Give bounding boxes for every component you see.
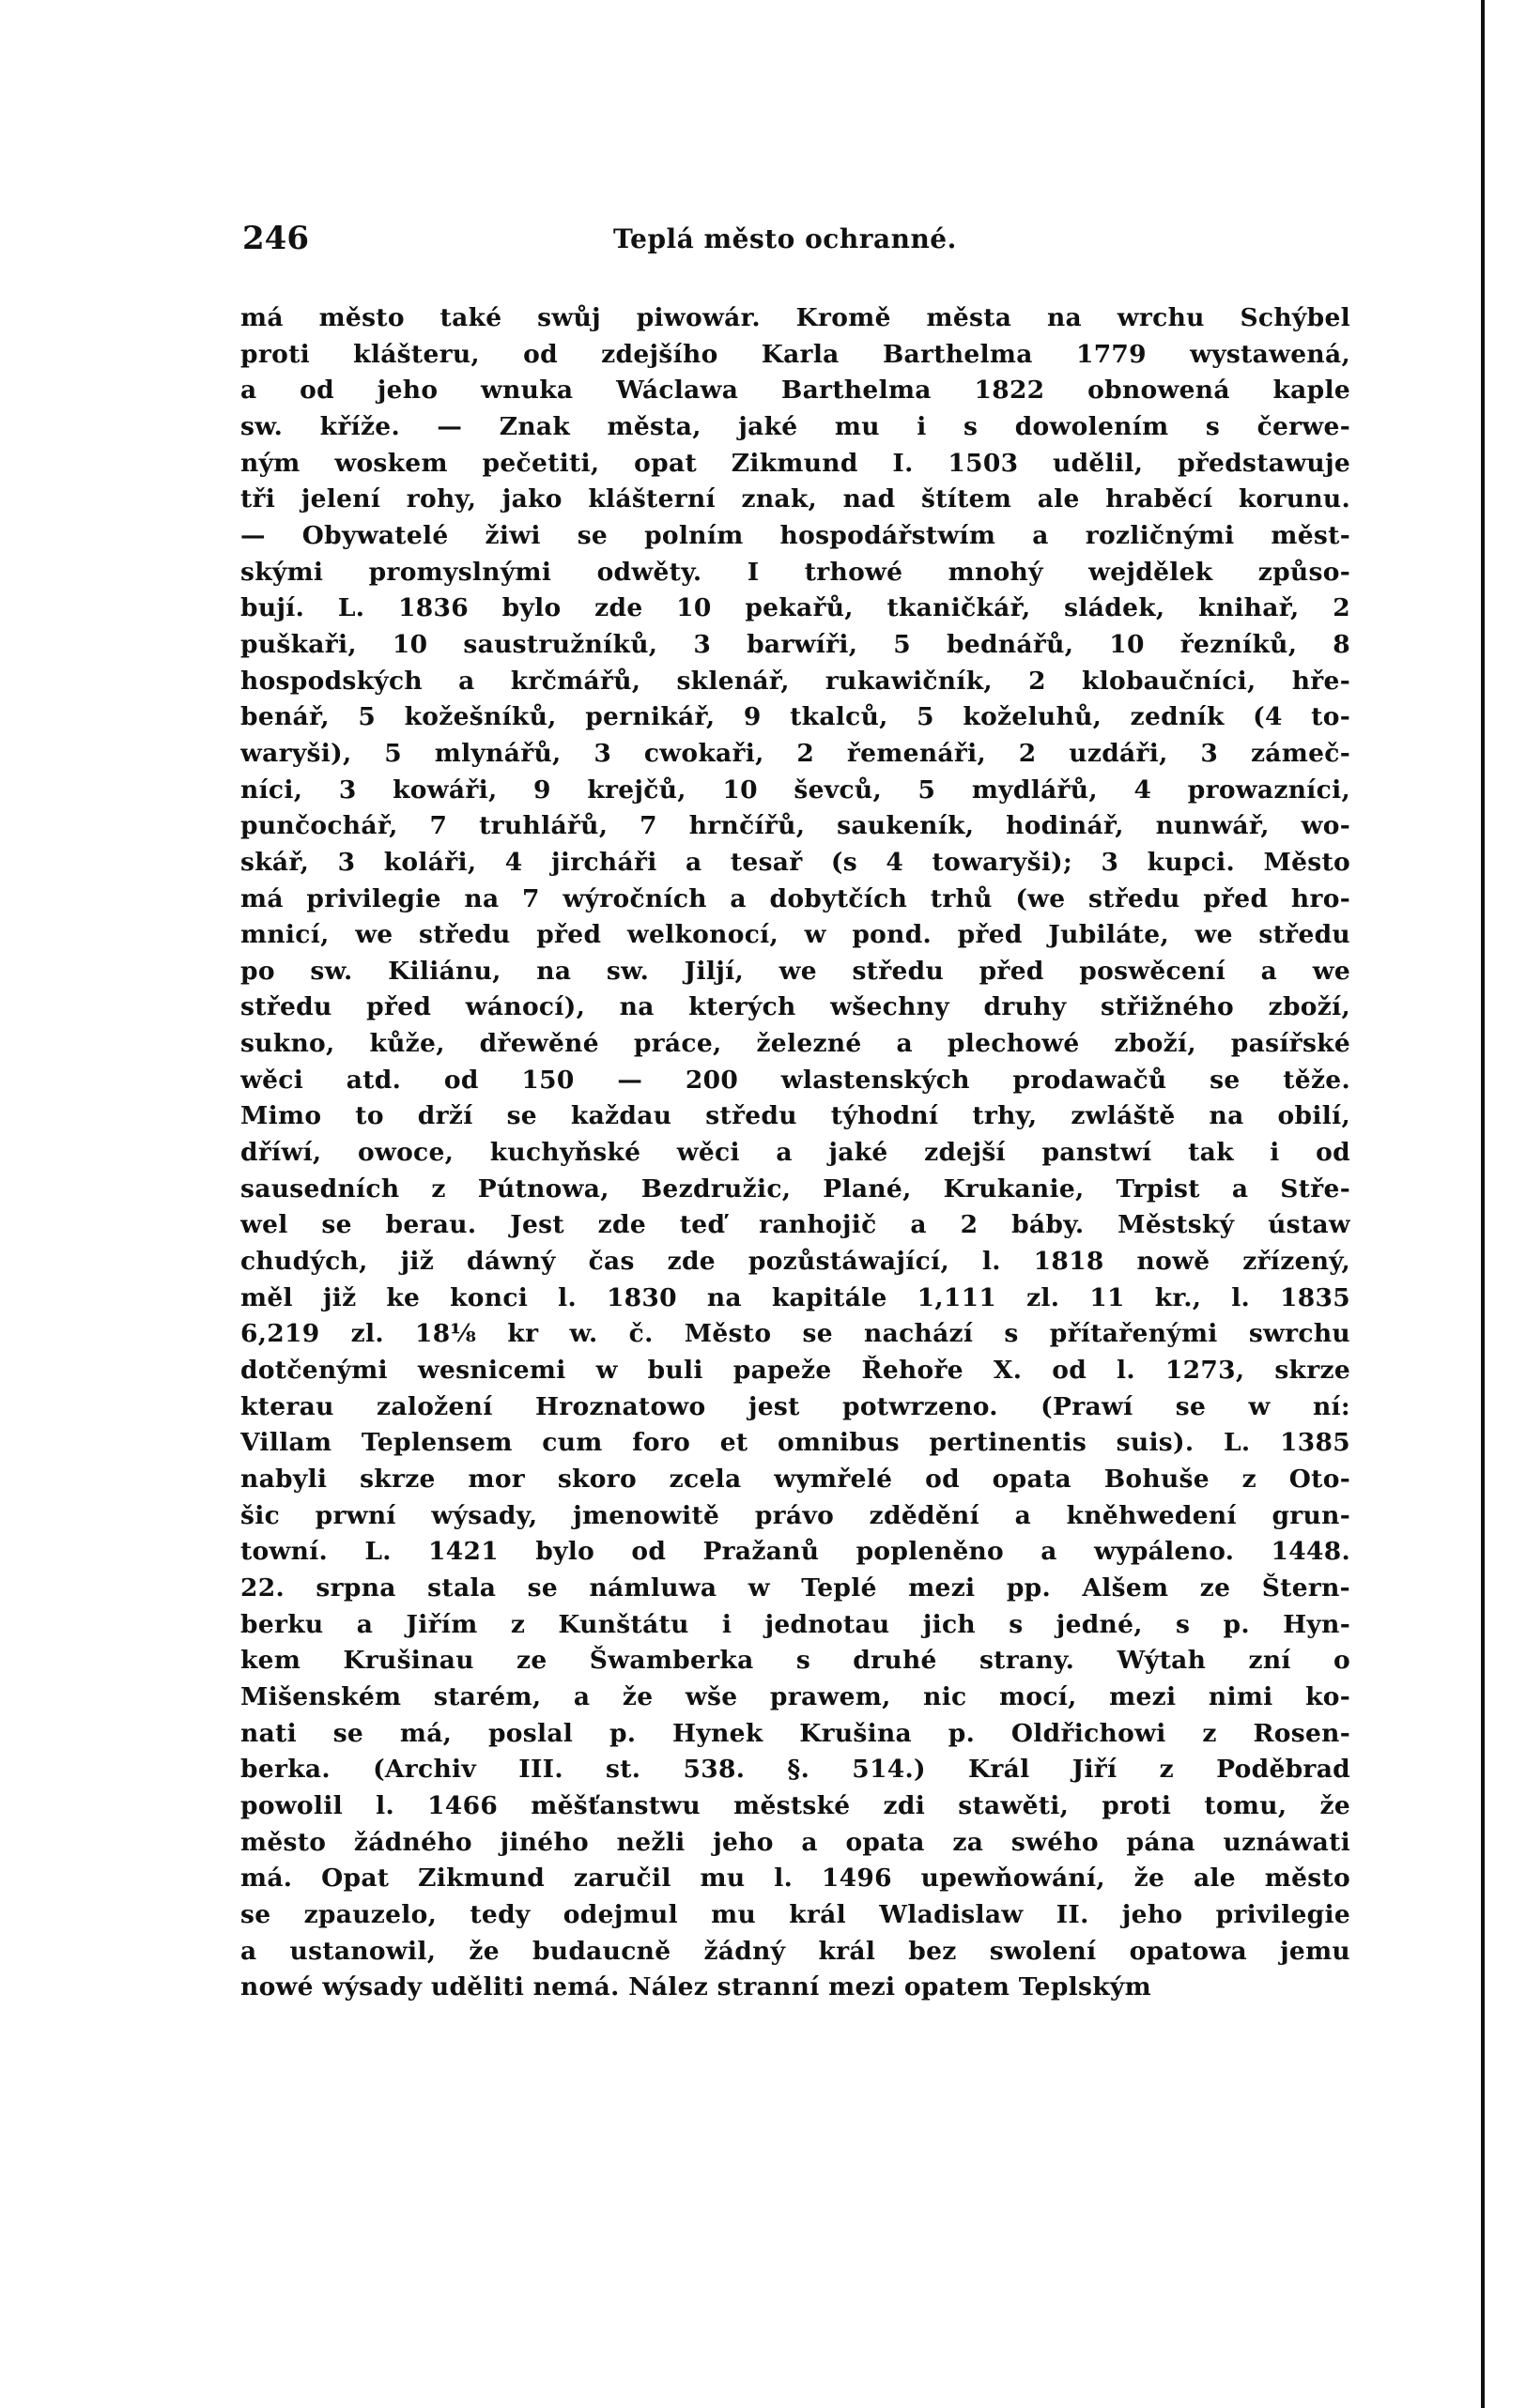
text-line: nabyli skrze mor skoro zcela wymřelé od opata Bohuše z Oto- <box>240 1465 1350 1494</box>
text-line: puškaři, 10 saustružníků, 3 barwíři, 5 bednářů, 10 řezníků, 8 <box>240 629 1350 659</box>
text-line: Villam Teplensem cum foro et omnibus pertinentis suis). L. 1385 <box>240 1428 1350 1458</box>
text-line: — Obywatelé žiwi se polním hospodářstwím a rozličnými měst- <box>240 520 1350 550</box>
running-head: Teplá město ochranné. <box>613 223 957 254</box>
text-line: wěci atd. od 150 — 200 wlastenských prodawačů se těže. <box>240 1065 1350 1095</box>
text-line: město žádného jiného nežli jeho a opata za swého pána uznáwati <box>240 1827 1350 1857</box>
text-line: 22. srpna stala se námluwa w Teplé mezi pp. Alšem ze Štern- <box>240 1572 1350 1603</box>
text-line: benář, 5 kožešníků, pernikář, 9 tkalců, 5 koželuhů, zedník (4 to- <box>240 702 1350 732</box>
text-line: skář, 3 koláři, 4 jircháři a tesař (s 4 towaryši); 3 kupci. Město <box>240 847 1350 877</box>
body-text <box>240 300 1350 2006</box>
text-line: se zpauzelo, tedy odejmul mu král Wladislaw II. jeho privilegie <box>240 1899 1350 1929</box>
text-line: hospodských a krčmářů, sklenář, rukawičník, 2 klobaučníci, hře- <box>240 666 1350 696</box>
text-line: proti klášteru, od zdejšího Karla Barthelma 1779 wystawená, <box>240 339 1350 369</box>
text-line: sausedních z Pútnowa, Bezdružic, Plané, Krukanie, Trpist a Stře- <box>240 1173 1350 1204</box>
text-line: a od jeho wnuka Wáclawa Barthelma 1822 obnowená kaple <box>240 376 1350 406</box>
text-line: bují. L. 1836 bylo zde 10 pekařů, tkaničkář, sládek, knihař, 2 <box>240 593 1350 623</box>
text-line: má. Opat Zikmund zaručil mu l. 1496 upewňowání, že ale město <box>240 1864 1350 1894</box>
text-line: chudých, již dáwný čas zde pozůstáwající, l. 1818 nowě zřízený, <box>240 1247 1350 1277</box>
text-line: berku a Jiřím z Kunštátu i jednotau jich s jedné, s p. Hyn- <box>240 1609 1350 1639</box>
text-line: nati se má, poslal p. Hynek Krušina p. Oldřichowi z Rosen- <box>240 1718 1350 1748</box>
text-line: wel se berau. Jest zde teď ranhojič a 2 báby. Městský ústaw <box>240 1210 1350 1240</box>
text-line: po sw. Kiliánu, na sw. Jiljí, we středu před poswěcení a we <box>240 956 1350 986</box>
text-line: waryši), 5 mlynářů, 3 cwokaři, 2 řemenáři, 2 uzdáři, 3 zámeč- <box>240 738 1350 768</box>
text-line: má privilegie na 7 wýročních a dobytčích trhů (we středu před hro- <box>240 883 1350 913</box>
text-line: šic prwní wýsady, jmenowitě právo zdědění a kněhwedení grun- <box>240 1500 1350 1530</box>
page-header <box>242 220 1350 257</box>
text-line: tři jelení rohy, jako klášterní znak, nad štítem ale hraběcí korunu. <box>240 484 1350 514</box>
text-line: sw. kříže. — Znak města, jaké mu i s dowolením s čerwe- <box>240 411 1350 441</box>
text-line: dotčenými wesnicemi w buli papeže Řehoře X. od l. 1273, skrze <box>240 1356 1350 1386</box>
text-line: Mimo to drží se každau středu týhodní trhy, zwláště na obilí, <box>240 1101 1350 1131</box>
page-number: 246 <box>242 220 309 257</box>
text-line: Mišenském starém, a že wše prawem, nic mocí, mezi nimi ko- <box>240 1681 1350 1711</box>
text-line: powolil l. 1466 měšťanstwu městské zdi stawěti, proti tomu, že <box>240 1790 1350 1820</box>
text-line: ným woskem pečetiti, opat Zikmund I. 1503 udělil, předstawuje <box>240 448 1350 478</box>
text-line: nowé wýsady uděliti nemá. Nález stranní mezi opatem Teplským <box>240 1972 1151 2002</box>
text-line: berka. (Archiv III. st. 538. §. 514.) Král Jiří z Poděbrad <box>240 1755 1350 1785</box>
text-line: níci, 3 kowáři, 9 krejčů, 10 ševců, 5 mydlářů, 4 prowazníci, <box>240 775 1350 805</box>
text-line: mnicí, we středu před welkonocí, w pond. před Jubiláte, we středu <box>240 920 1350 950</box>
text-line: dříwí, owoce, kuchyňské wěci a jaké zdejší panstwí tak i od <box>240 1138 1350 1168</box>
text-line: skými promyslnými odwěty. I trhowé mnohý wejdělek způso- <box>240 557 1350 587</box>
text-line: towní. L. 1421 bylo od Pražanů popleněno a wypáleno. 1448. <box>240 1537 1350 1567</box>
text-line: kterau založení Hroznatowo jest potwrzeno. (Prawí se w ní: <box>240 1391 1350 1421</box>
text-line: středu před wánocí), na kterých wšechny druhy střižného zboží, <box>240 992 1350 1022</box>
page-edge-line <box>1481 0 1526 2408</box>
text-line: 6,219 zl. 18⅛ kr w. č. Město se nachází s přítařenými swrchu <box>240 1319 1350 1349</box>
text-line: punčochář, 7 truhlářů, 7 hrnčířů, saukeník, hodinář, nunwář, wo- <box>240 811 1350 841</box>
text-line: kem Krušinau ze Šwamberka s druhé strany. Wýtah zní o <box>240 1646 1350 1676</box>
text-line: sukno, kůže, dřewěné práce, železné a plechowé zboží, pasířské <box>240 1029 1350 1059</box>
text-line: měl již ke konci l. 1830 na kapitále 1,111 zl. 11 kr., l. 1835 <box>240 1282 1350 1312</box>
text-line: má město také swůj piwowár. Kromě města na wrchu Schýbel <box>240 303 1350 332</box>
text-line: a ustanowil, že budaucně žádný král bez swolení opatowa jemu <box>240 1936 1350 1966</box>
